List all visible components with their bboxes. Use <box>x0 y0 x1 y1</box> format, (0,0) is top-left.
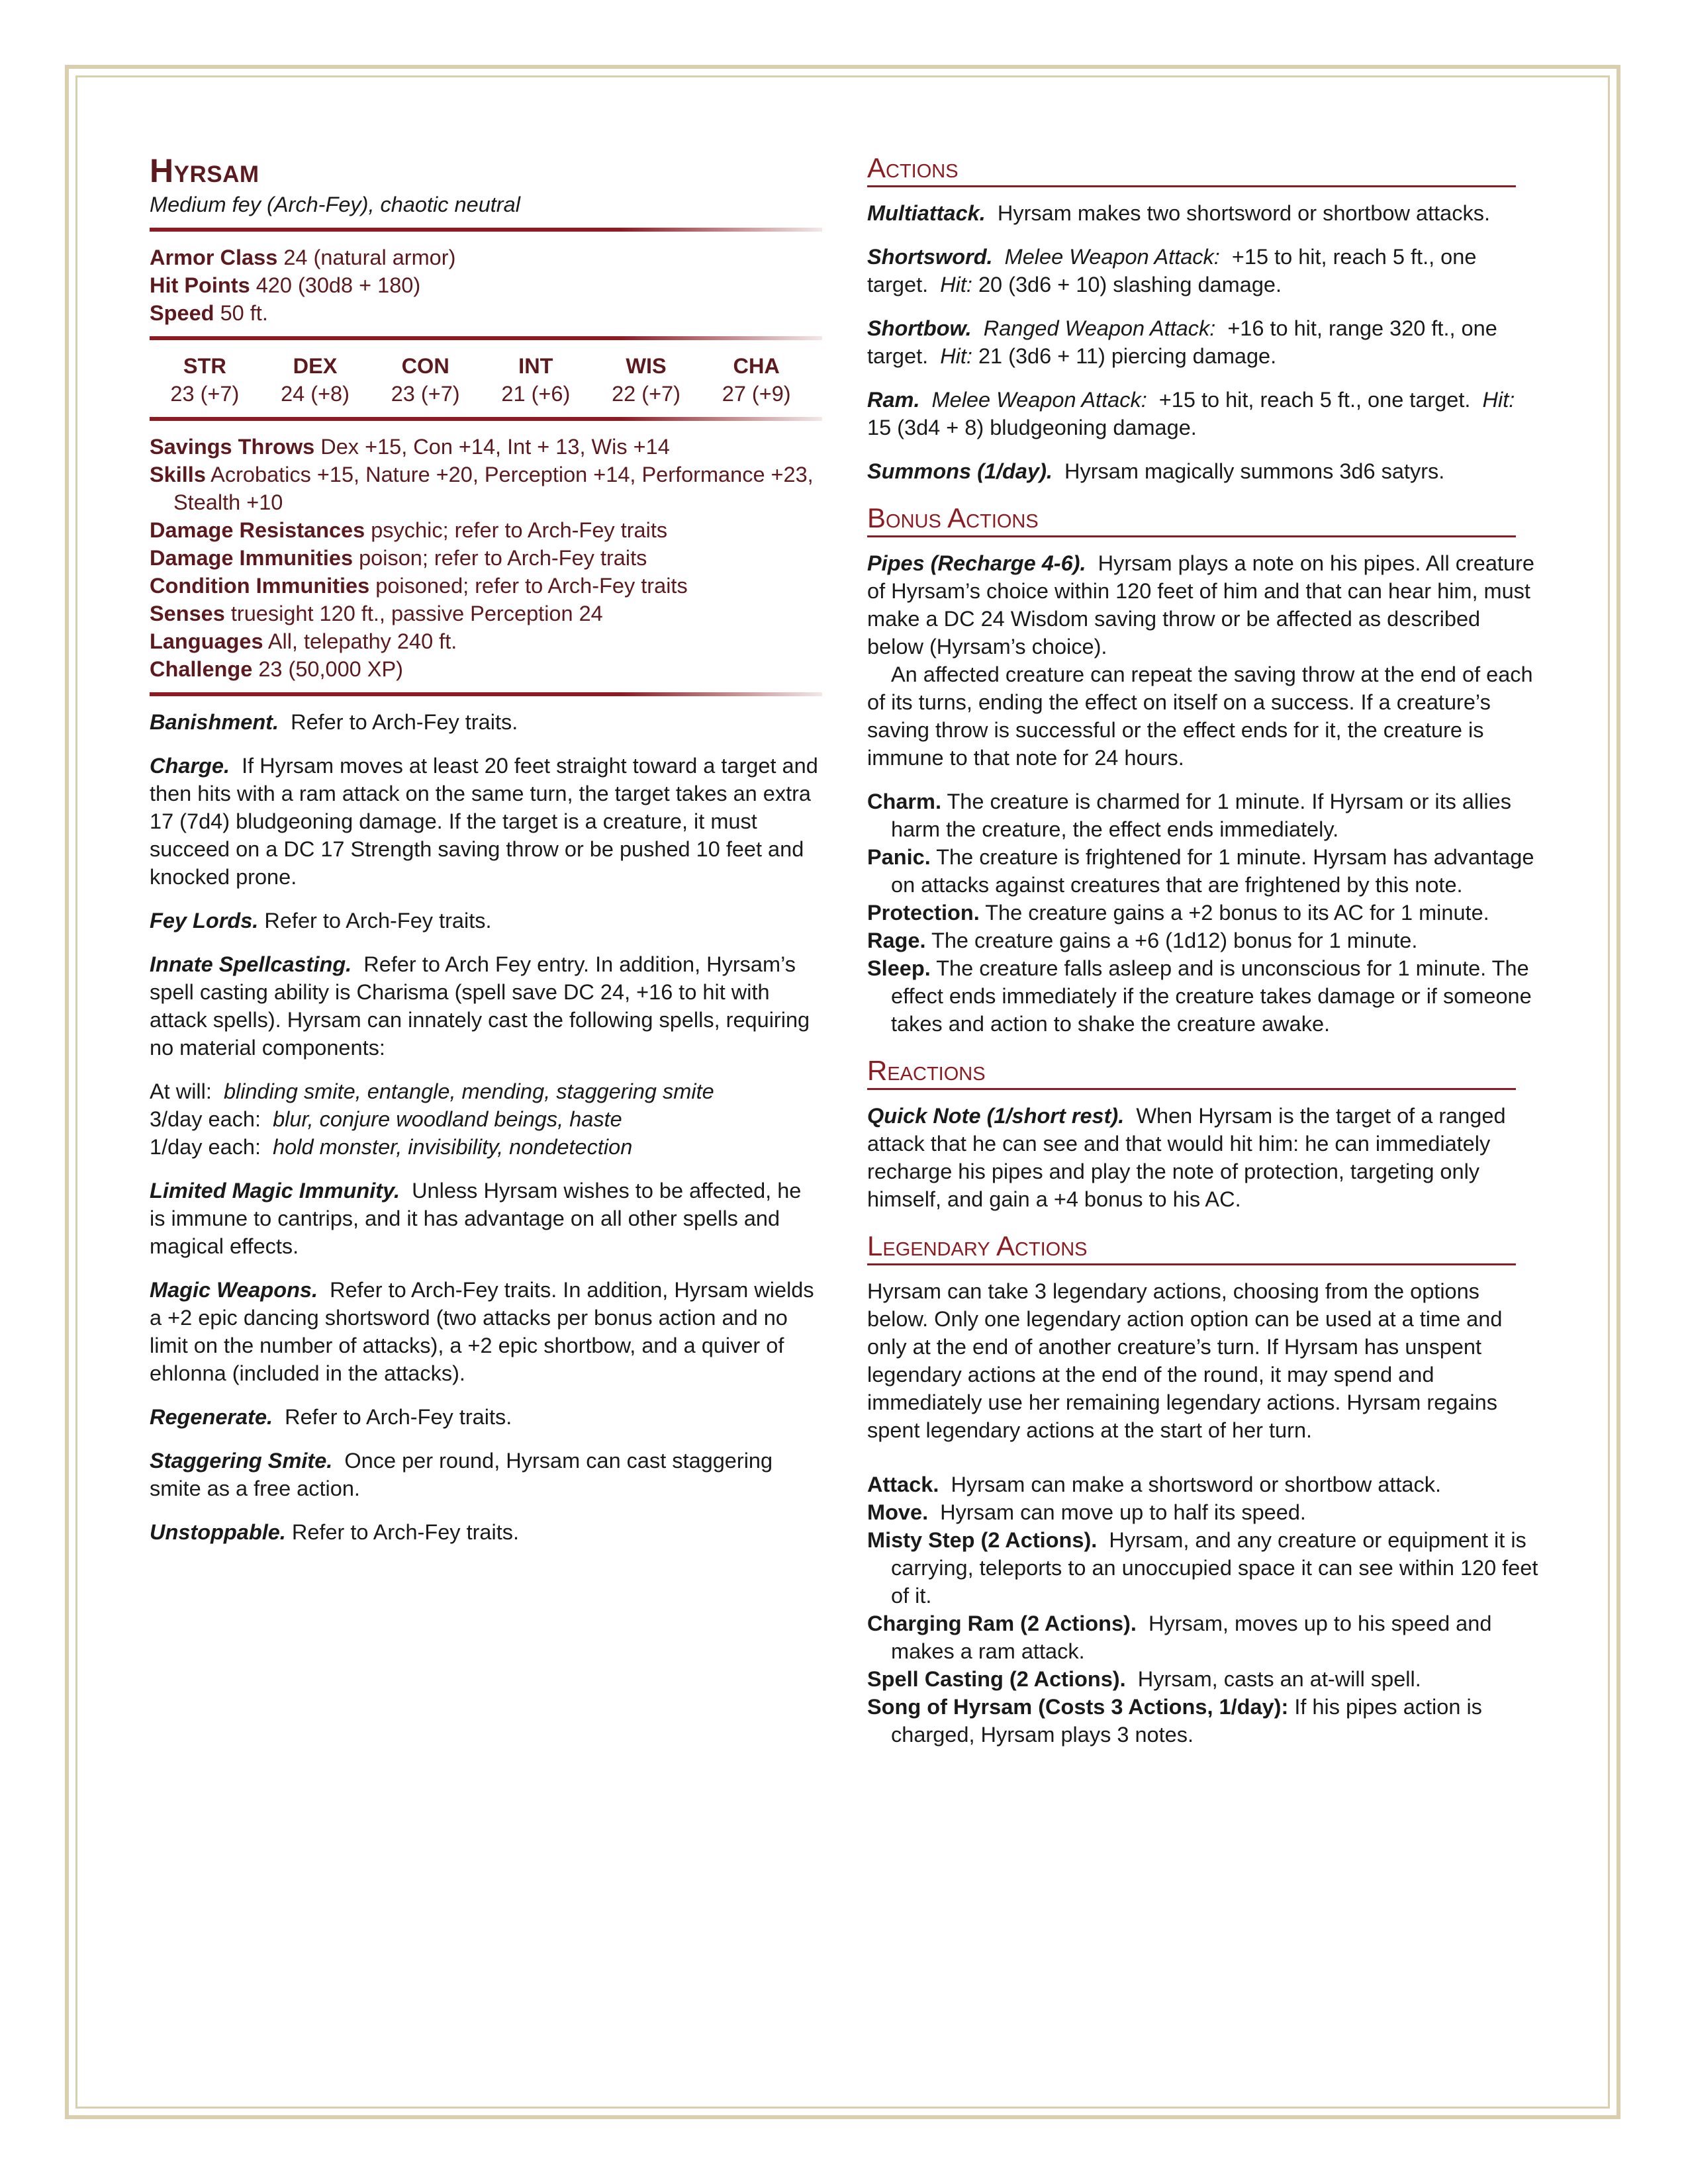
spell-list <box>150 1077 822 1161</box>
legendary-intro: Hyrsam can take 3 legendary actions, choosing from the options below. Only one legendary action option can be used at a time and only at the end of another creature’s turn. If Hyrsam has unspent legendary actions at the end of the round, it may spend and immediately use her remaining legendary actions. Hyrsam regains spent legendary actions at the start of her turn. <box>867 1279 1503 1442</box>
note-rage: Rage. The creature gains a +6 (1d12) bonus for 1 minute. <box>867 929 1418 952</box>
legendary-misty-step: Misty Step (2 Actions). Hyrsam, and any creature or equipment it is carrying, teleports to an unoccupied space it can see within 120 feet of it. <box>867 1528 1538 1608</box>
note-sleep: Sleep. The creature falls asleep and is unconscious for 1 minute. The effect ends immediately if the creature takes damage or if someone takes and action to shake the creature awake. <box>867 956 1532 1036</box>
armor-class: Armor Class 24 (natural armor) <box>150 246 456 269</box>
note-panic: Panic. The creature is frightened for 1 minute. Hyrsam has advantage on attacks against creatures that are frightened by this note. <box>867 845 1534 897</box>
monster-name: Hyrsam <box>150 152 259 189</box>
trait-unstoppable: Unstoppable. Refer to Arch-Fey traits. <box>150 1520 520 1544</box>
divider <box>150 336 822 340</box>
divider <box>150 417 822 421</box>
spell-line: At will: blinding smite, entangle, mending, staggering smite <box>150 1079 714 1103</box>
damage-resistances: Damage Resistances psychic; refer to Arch-Fey traits <box>150 518 668 542</box>
detail-stats <box>150 433 822 683</box>
action-ram: Ram. Melee Weapon Attack: +15 to hit, reach 5 ft., one target. Hit: 15 (3d4 + 8) bludgeoning damage. <box>867 388 1515 439</box>
challenge: Challenge 23 (50,000 XP) <box>150 657 403 681</box>
note-charm: Charm. The creature is charmed for 1 minute. If Hyrsam or its allies harm the creature, the effect ends immediately. <box>867 790 1511 841</box>
action-shortbow: Shortbow. Ranged Weapon Attack: +16 to hit, range 320 ft., one target. Hit: 21 (3d6 + 11) piercing damage. <box>867 316 1497 368</box>
bonus-actions-heading: Bonus Actions <box>867 501 1516 537</box>
ability-wis: WIS 22 (+7) <box>612 354 680 406</box>
ability-dex: DEX 24 (+8) <box>281 354 350 406</box>
trait-charge: Charge. If Hyrsam moves at least 20 feet straight toward a target and then hits with a ram attack on the same turn, the target takes an extra 17 (7d4) bludgeoning damage. If the target is a creature, it must succeed on a DC 17 Strength saving throw or be pushed 10 feet and knocked prone. <box>150 754 818 889</box>
divider <box>150 228 822 232</box>
ability-scores <box>150 352 812 408</box>
trait-magic-weapons: Magic Weapons. Refer to Arch-Fey traits. In addition, Hyrsam wields a +2 epic dancing shortsword (two attacks per bonus action and no limit on the number of attacks), a +2 epic shortbow, and a quiver of ehlonna (included in the attacks). <box>150 1278 814 1385</box>
skills: Skills Acrobatics +15, Nature +20, Perception +14, Performance +23, Stealth +10 <box>150 463 814 514</box>
trait-fey-lords: Fey Lords. Refer to Arch-Fey traits. <box>150 909 492 933</box>
ability-str: STR 23 (+7) <box>170 354 240 406</box>
condition-immunities: Condition Immunities poisoned; refer to Arch-Fey traits <box>150 574 688 598</box>
trait-innate-spellcasting: Innate Spellcasting. Refer to Arch Fey entry. In addition, Hyrsam’s spell casting ability is Charisma (spell save DC 24, +16 to hit with attack spells). Hyrsam can innately cast the following spells, requiring no material components: <box>150 952 810 1060</box>
legendary-attack: Attack. Hyrsam can make a shortsword or shortbow attack. <box>867 1473 1441 1496</box>
monster-type: Medium fey (Arch-Fey), chaotic neutral <box>150 193 520 216</box>
note-protection: Protection. The creature gains a +2 bonus to its AC for 1 minute. <box>867 901 1489 925</box>
actions-heading: Actions <box>867 151 1516 187</box>
reactions-heading: Reactions <box>867 1054 1516 1090</box>
spell-line: 3/day each: blur, conjure woodland beings, haste <box>150 1107 622 1131</box>
damage-immunities: Damage Immunities poison; refer to Arch-Fey traits <box>150 546 647 570</box>
pipe-notes <box>867 788 1540 1038</box>
saving-throws: Savings Throws Dex +15, Con +14, Int + 13, Wis +14 <box>150 435 670 459</box>
legendary-options <box>867 1471 1540 1749</box>
action-shortsword: Shortsword. Melee Weapon Attack: +15 to hit, reach 5 ft., one target. Hit: 20 (3d6 + 10) slashing damage. <box>867 245 1477 296</box>
spell-line: 1/day each: hold monster, invisibility, nondetection <box>150 1135 633 1159</box>
divider <box>150 692 822 696</box>
spacer <box>867 1460 1540 1471</box>
legendary-song-of-hyrsam: Song of Hyrsam (Costs 3 Actions, 1/day): If his pipes action is charged, Hyrsam plays 3 notes. <box>867 1695 1482 1747</box>
left-column <box>150 151 822 1562</box>
trait-limited-magic-immunity: Limited Magic Immunity. Unless Hyrsam wishes to be affected, he is immune to cantrips, and it has advantage on all other spells and magical effects. <box>150 1179 802 1258</box>
hit-points: Hit Points 420 (30d8 + 180) <box>150 273 421 297</box>
bonus-action-pipes-detail: An affected creature can repeat the saving throw at the end of each of its turns, ending the effect on itself on a success. If a creature’s saving throw is successful or the effect ends for it, the creature is immune to that note for 24 hours. <box>867 662 1533 770</box>
action-summons: Summons (1/day). Hyrsam magically summons 3d6 satyrs. <box>867 459 1445 483</box>
legendary-move: Move. Hyrsam can move up to half its speed. <box>867 1500 1306 1524</box>
trait-staggering-smite: Staggering Smite. Once per round, Hyrsam can cast staggering smite as a free action. <box>150 1449 773 1500</box>
speed: Speed 50 ft. <box>150 301 268 325</box>
ability-cha: CHA 27 (+9) <box>722 354 791 406</box>
traits <box>150 708 822 1546</box>
senses: Senses truesight 120 ft., passive Perception 24 <box>150 602 603 625</box>
trait-banishment: Banishment. Refer to Arch-Fey traits. <box>150 710 518 734</box>
trait-regenerate: Regenerate. Refer to Arch-Fey traits. <box>150 1405 512 1429</box>
reaction-quick-note: Quick Note (1/short rest). When Hyrsam is the target of a ranged attack that he can see and that would hit him: he can immediately recharge his pipes and play the note of protection, targeting only himself, and gain a +4 bonus to his AC. <box>867 1104 1506 1211</box>
legendary-actions-heading: Legendary Actions <box>867 1229 1516 1265</box>
languages: Languages All, telepathy 240 ft. <box>150 629 457 653</box>
ability-int: INT 21 (+6) <box>501 354 571 406</box>
bonus-action-pipes: Pipes (Recharge 4-6). Hyrsam plays a note on his pipes. All creature of Hyrsam’s choice within 120 feet of him and that can hear him, must make a DC 24 Wisdom saving throw or be affected as described below (Hyrsam’s choice). <box>867 551 1534 659</box>
action-multiattack: Multiattack. Hyrsam makes two shortsword or shortbow attacks. <box>867 201 1490 225</box>
right-column <box>867 151 1540 1749</box>
legendary-charging-ram: Charging Ram (2 Actions). Hyrsam, moves up to his speed and makes a ram attack. <box>867 1612 1492 1663</box>
ability-con: CON 23 (+7) <box>391 354 460 406</box>
legendary-spell-casting: Spell Casting (2 Actions). Hyrsam, casts an at-will spell. <box>867 1667 1421 1691</box>
core-stats <box>150 244 822 327</box>
